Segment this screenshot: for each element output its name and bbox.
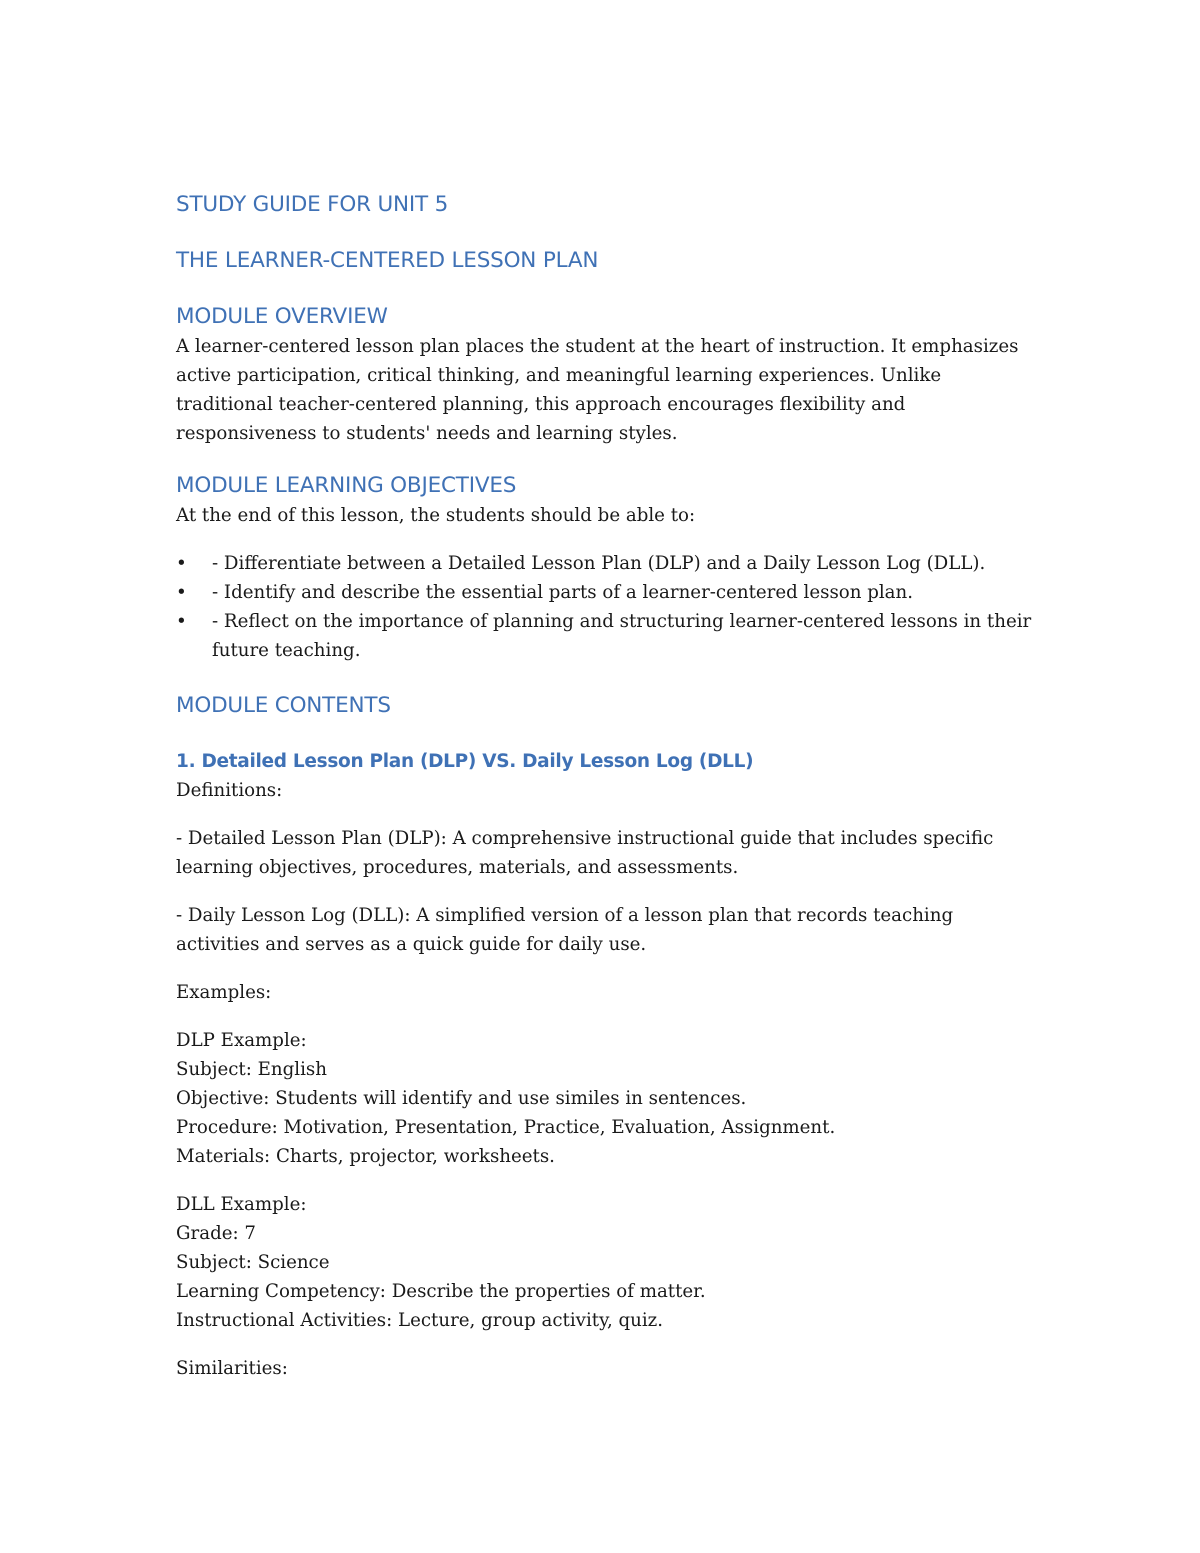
objective-item — [176, 549, 1056, 578]
dll-example-line: Subject: Science — [176, 1252, 330, 1273]
dll-example-line: Grade: 7 — [176, 1223, 256, 1244]
document-title: STUDY GUIDE FOR UNIT 5 — [176, 192, 449, 217]
objectives-heading: MODULE LEARNING OBJECTIVES — [176, 473, 517, 498]
definitions-label: Definitions: — [176, 780, 283, 801]
dlp-example-line: Subject: English — [176, 1059, 327, 1080]
dlp-definition: - Detailed Lesson Plan (DLP): A comprehensive instructional guide that includes specific learning objectives, procedures, materials, and assessments. — [176, 828, 994, 878]
document-subtitle: THE LEARNER-CENTERED LESSON PLAN — [176, 248, 599, 273]
objectives-intro: At the end of this lesson, the students should be able to: — [176, 505, 696, 526]
dlp-example-line: Materials: Charts, projector, worksheets. — [176, 1146, 555, 1167]
dlp-example-title: DLP Example: — [176, 1030, 307, 1051]
objective-text: - Reflect on the importance of planning and structuring learner-centered lessons in their future teaching. — [212, 611, 1032, 661]
examples-label: Examples: — [176, 982, 272, 1003]
objective-text: - Differentiate between a Detailed Lesson Plan (DLP) and a Daily Lesson Log (DLL). — [212, 553, 986, 574]
overview-heading: MODULE OVERVIEW — [176, 304, 388, 329]
overview-text: A learner-centered lesson plan places the student at the heart of instruction. It emphasizes active participation, critical thinking, and meaningful learning experiences. Unlike traditional teacher-centered planning, this approach encourages flexibility and responsiveness to students' needs and learning styles. — [176, 336, 1019, 444]
objective-text: - Identify and describe the essential parts of a learner-centered lesson plan. — [212, 582, 914, 603]
section-1-heading: 1. Detailed Lesson Plan (DLP) VS. Daily Lesson Log (DLL) — [176, 751, 754, 772]
dll-example-line: Instructional Activities: Lecture, group activity, quiz. — [176, 1310, 664, 1331]
similarities-label: Similarities: — [176, 1358, 288, 1379]
dlp-example-block — [176, 1026, 1056, 1171]
objective-item — [176, 607, 1056, 665]
objectives-list — [176, 549, 1056, 665]
document-page — [176, 190, 1056, 1383]
bullet-icon: • — [176, 553, 187, 574]
bullet-icon: • — [176, 582, 187, 603]
dlp-example-line: Objective: Students will identify and use similes in sentences. — [176, 1088, 747, 1109]
contents-heading: MODULE CONTENTS — [176, 693, 391, 718]
bullet-icon: • — [176, 611, 187, 632]
dll-definition: - Daily Lesson Log (DLL): A simplified version of a lesson plan that records teaching activities and serves as a quick guide for daily use. — [176, 905, 954, 955]
objective-item — [176, 578, 1056, 607]
dll-example-title: DLL Example: — [176, 1194, 307, 1215]
dll-example-line: Learning Competency: Describe the properties of matter. — [176, 1281, 706, 1302]
dll-example-block — [176, 1190, 1056, 1335]
dlp-example-line: Procedure: Motivation, Presentation, Practice, Evaluation, Assignment. — [176, 1117, 836, 1138]
